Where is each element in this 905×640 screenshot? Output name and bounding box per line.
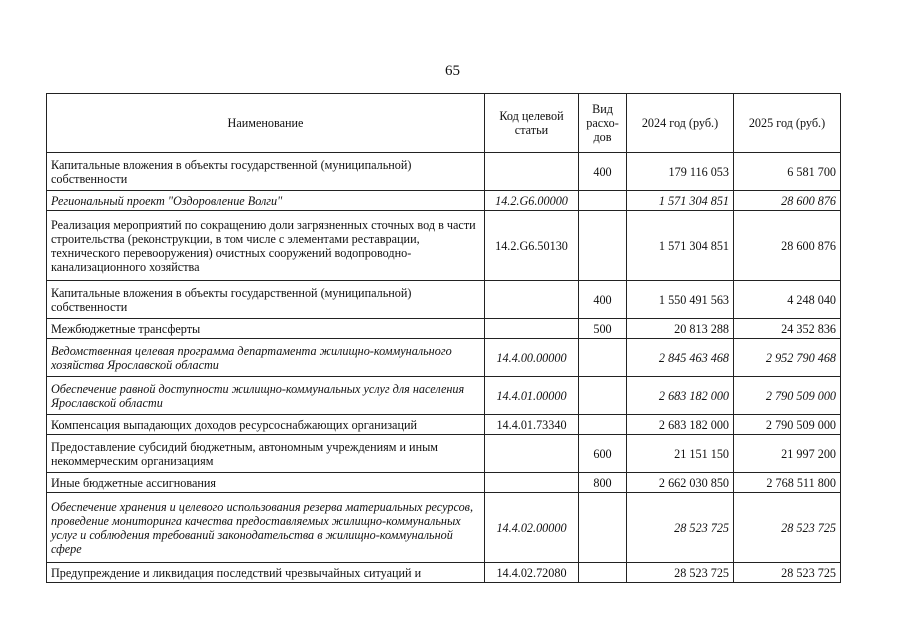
cell-2024: 1 571 304 851	[627, 191, 734, 211]
cell-kind: 500	[579, 319, 627, 339]
cell-code	[485, 153, 579, 191]
cell-2025: 2 790 509 000	[734, 415, 841, 435]
table-row	[47, 473, 841, 493]
column-header-2025: 2025 год (руб.)	[734, 94, 841, 153]
cell-2025: 24 352 836	[734, 319, 841, 339]
cell-2024: 2 662 030 850	[627, 473, 734, 493]
cell-2024: 20 813 288	[627, 319, 734, 339]
cell-2024: 28 523 725	[627, 563, 734, 583]
table-row	[47, 339, 841, 377]
cell-kind	[579, 211, 627, 281]
cell-code	[485, 473, 579, 493]
cell-kind	[579, 339, 627, 377]
cell-kind	[579, 415, 627, 435]
cell-2025: 28 600 876	[734, 211, 841, 281]
table-row	[47, 211, 841, 281]
cell-code: 14.2.G6.00000	[485, 191, 579, 211]
cell-code	[485, 319, 579, 339]
cell-name: Межбюджетные трансферты	[47, 319, 485, 339]
column-header-2024: 2024 год (руб.)	[627, 94, 734, 153]
cell-2025: 2 952 790 468	[734, 339, 841, 377]
cell-2024: 2 683 182 000	[627, 415, 734, 435]
cell-code: 14.4.00.00000	[485, 339, 579, 377]
table-header-row	[47, 94, 841, 153]
column-header-kind: Вид расхо-дов	[579, 94, 627, 153]
cell-2024: 21 151 150	[627, 435, 734, 473]
cell-kind	[579, 191, 627, 211]
table-row	[47, 435, 841, 473]
cell-code: 14.4.01.73340	[485, 415, 579, 435]
cell-name: Капитальные вложения в объекты государственной (муниципальной) собственности	[47, 281, 485, 319]
cell-name: Компенсация выпадающих доходов ресурсоснабжающих организаций	[47, 415, 485, 435]
cell-2025: 4 248 040	[734, 281, 841, 319]
cell-kind: 600	[579, 435, 627, 473]
cell-2024: 1 550 491 563	[627, 281, 734, 319]
cell-code	[485, 281, 579, 319]
cell-name: Предупреждение и ликвидация последствий чрезвычайных ситуаций и	[47, 563, 485, 583]
table-row	[47, 377, 841, 415]
page-number: 65	[445, 63, 460, 79]
cell-2024: 2 845 463 468	[627, 339, 734, 377]
cell-kind	[579, 563, 627, 583]
cell-name: Обеспечение хранения и целевого использования резерва материальных ресурсов, проведение мониторинга качества предоставляемых жилищно-коммунальных услуг и соблюдения требований законодательства в жилищно-коммунальной сфере	[47, 493, 485, 563]
cell-name: Обеспечение равной доступности жилищно-коммунальных услуг для населения Ярославской области	[47, 377, 485, 415]
cell-code	[485, 435, 579, 473]
cell-kind	[579, 493, 627, 563]
table-row	[47, 563, 841, 583]
budget-table	[46, 93, 841, 583]
table-row	[47, 281, 841, 319]
cell-code: 14.4.02.72080	[485, 563, 579, 583]
cell-name: Реализация мероприятий по сокращению доли загрязненных сточных вод в части строительства (реконструкции, в том числе с элементами реставрации, технического перевооружения) очистных сооружений водопроводно-канализационного хозяйства	[47, 211, 485, 281]
cell-2025: 2 768 511 800	[734, 473, 841, 493]
cell-2025: 21 997 200	[734, 435, 841, 473]
cell-name: Региональный проект "Оздоровление Волги"	[47, 191, 485, 211]
table-row	[47, 191, 841, 211]
cell-name: Капитальные вложения в объекты государственной (муниципальной) собственности	[47, 153, 485, 191]
table-row	[47, 153, 841, 191]
cell-kind: 400	[579, 153, 627, 191]
cell-kind: 400	[579, 281, 627, 319]
column-header-name: Наименование	[47, 94, 485, 153]
cell-kind: 800	[579, 473, 627, 493]
cell-2025: 6 581 700	[734, 153, 841, 191]
cell-name: Иные бюджетные ассигнования	[47, 473, 485, 493]
cell-kind	[579, 377, 627, 415]
table-row	[47, 415, 841, 435]
cell-code: 14.4.02.00000	[485, 493, 579, 563]
table-row	[47, 319, 841, 339]
cell-2024: 179 116 053	[627, 153, 734, 191]
cell-2025: 28 523 725	[734, 563, 841, 583]
cell-code: 14.2.G6.50130	[485, 211, 579, 281]
cell-2024: 2 683 182 000	[627, 377, 734, 415]
table-body	[47, 153, 841, 583]
column-header-code: Код целевой статьи	[485, 94, 579, 153]
cell-2024: 1 571 304 851	[627, 211, 734, 281]
cell-2024: 28 523 725	[627, 493, 734, 563]
cell-2025: 2 790 509 000	[734, 377, 841, 415]
cell-2025: 28 523 725	[734, 493, 841, 563]
cell-2025: 28 600 876	[734, 191, 841, 211]
cell-code: 14.4.01.00000	[485, 377, 579, 415]
table-row	[47, 493, 841, 563]
cell-name: Ведомственная целевая программа департамента жилищно-коммунального хозяйства Ярославской области	[47, 339, 485, 377]
cell-name: Предоставление субсидий бюджетным, автономным учреждениям и иным некоммерческим организациям	[47, 435, 485, 473]
